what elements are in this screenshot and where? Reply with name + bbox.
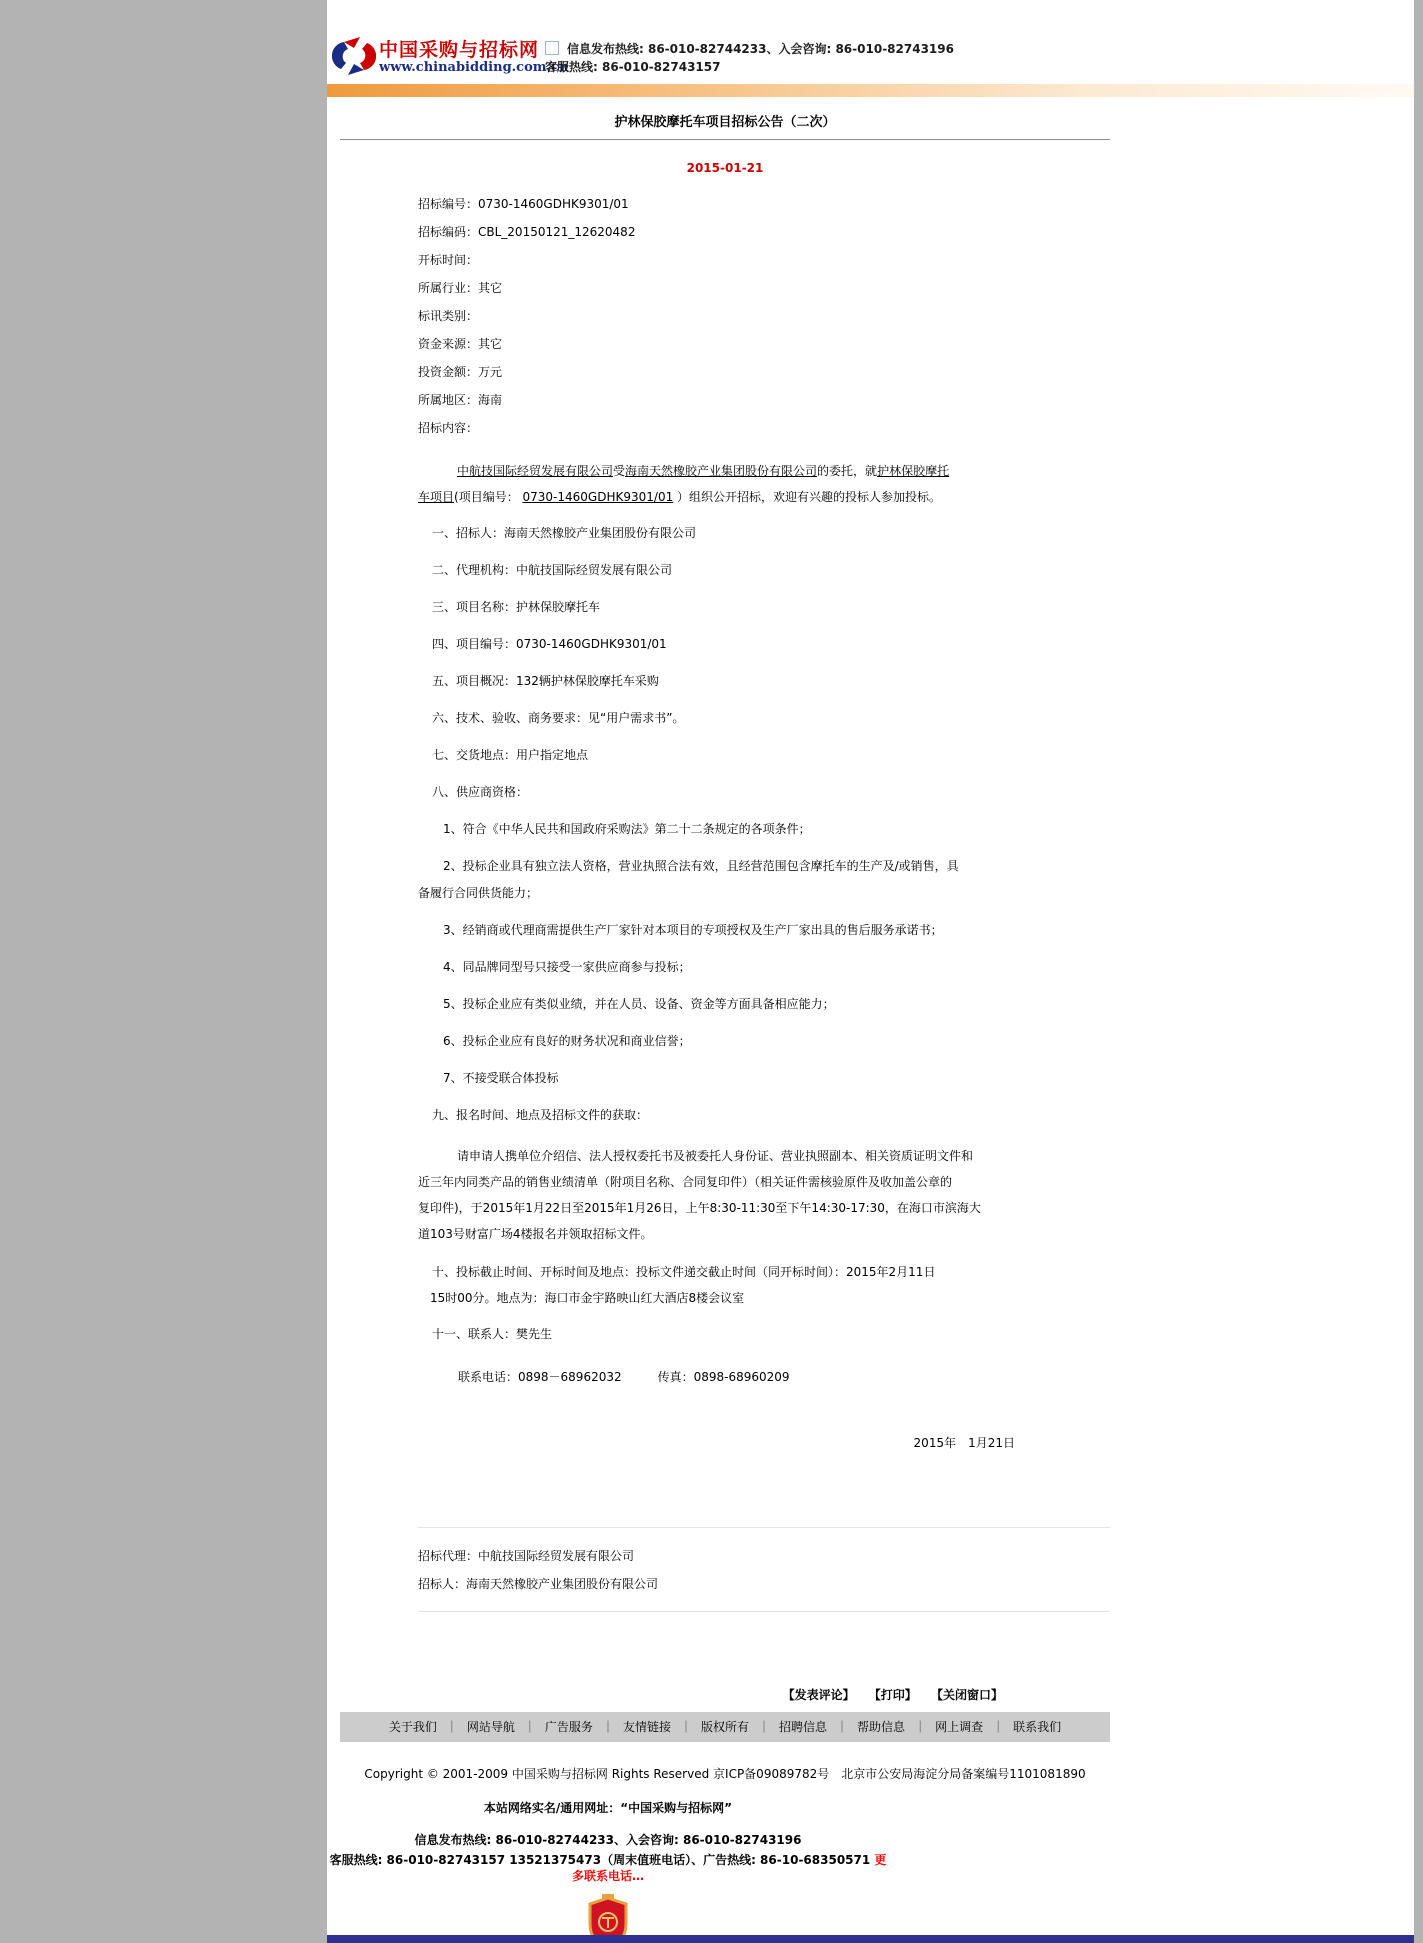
registration-paragraph-line: 复印件)，于2015年1月22日至2015年1月26日，上午8:30-11:30至下午14:30-17:30，在海口市滨海大 [418, 1201, 981, 1215]
header-info-line2: 客服热线: 86-010-82743157 [545, 60, 721, 74]
footer-divider-bottom [418, 1611, 1110, 1612]
qualification-item-1: 1、符合《中华人民共和国政府采购法》第二十二条规定的各项条件； [443, 822, 811, 836]
link-project-name[interactable]: 护林保胶摩托 [877, 464, 950, 478]
title-divider [340, 139, 1110, 140]
qualification-item-6: 6、投标企业应有良好的财务状况和商业信誉； [443, 1034, 691, 1048]
registration-paragraph-line: 道103号财富广场4楼报名并领取招标文件。 [418, 1227, 653, 1241]
footer-contact-block [327, 1800, 889, 1943]
link-agent-company[interactable]: 中航技国际经贸发展有限公司 [457, 464, 614, 478]
field-tender-code: 招标编码：CBL_20150121_12620482 [418, 225, 636, 239]
nav-copyright[interactable]: 版权所有 [700, 1720, 749, 1734]
page-actions [340, 1686, 1110, 1704]
registration-paragraph-line: 请申请人携单位介绍信、法人授权委托书及被委托人身份证、营业执照副本、相关资质证明文件和 [457, 1149, 974, 1163]
nav-separator: ｜ [679, 1720, 692, 1734]
intro-text: (项目编号： [454, 490, 523, 504]
agent-line: 招标代理：中航技国际经贸发展有限公司 [418, 1549, 635, 1563]
link-tenderer-company[interactable]: 海南天然橡胶产业集团股份有限公司 [625, 464, 818, 478]
footer-info-line2 [327, 1852, 889, 1884]
item-deadline-line1: 十、投标截止时间、开标时间及地点：投标文件递交截止时间（同开标时间）：2015年2月11日 [432, 1265, 936, 1279]
link-project-name-cont[interactable]: 车项目 [418, 490, 455, 504]
qualification-item-7: 7、不接受联合体投标 [443, 1071, 559, 1085]
field-tender-number: 招标编号：0730-1460GDHK9301/01 [418, 197, 629, 211]
field-tender-content-label: 招标内容： [418, 421, 479, 435]
item-deadline-line2: 15时00分。地点为：海口市金宇路映山红大酒店8楼会议室 [430, 1291, 745, 1305]
comment-button[interactable]: 【发表评论】 [782, 1688, 855, 1702]
copyright-line: Copyright © 2001-2009 中国采购与招标网 Rights Reserved 京ICP备09089782号 北京市公安局海淀分局备案编号1101081890 [364, 1767, 1086, 1781]
item-registration: 九、报名时间、地点及招标文件的获取： [432, 1108, 649, 1122]
realname-line: 本站网络实名/通用网址：“中国采购与招标网” [483, 1801, 733, 1815]
nav-separator: ｜ [914, 1720, 927, 1734]
site-name: 中国采购与招标网 [379, 39, 540, 61]
registration-paragraph-line: 近三年内同类产品的销售业绩清单（附项目名称、合同复印件）（相关证件需核验原件及收加盖公章的 [418, 1175, 953, 1189]
site-logo[interactable] [332, 36, 568, 79]
item-agency: 二、代理机构：中航技国际经贸发展有限公司 [432, 563, 673, 577]
field-industry: 所属行业：其它 [418, 281, 503, 295]
nav-jobs[interactable]: 招聘信息 [779, 1720, 828, 1734]
intro-line-1 [418, 458, 1414, 484]
image-placeholder-icon [545, 41, 559, 55]
qualification-item-5: 5、投标企业应有类似业绩，并在人员、设备、资金等方面具备相应能力； [443, 997, 835, 1011]
header-info-line1: 信息发布热线: 86-010-82744233、入会咨询: 86-010-82743196 [567, 42, 954, 56]
print-button[interactable]: 【打印】 [868, 1688, 917, 1702]
qualification-item-3: 3、经销商或代理商需提供生产厂家针对本项目的专项授权及生产厂家出具的售后服务承诺书； [443, 923, 943, 937]
item-project-name: 三、项目名称：护林保胶摩托车 [432, 600, 601, 614]
item-contact-person: 十一、联系人：樊先生 [432, 1327, 553, 1341]
nav-separator: ｜ [992, 1720, 1005, 1734]
meta-fields [327, 190, 1414, 442]
footer-navbar [340, 1712, 1110, 1742]
sign-date: 2015年 1月21日 [913, 1436, 1015, 1450]
intro-text: 受 [613, 464, 626, 478]
qualification-item-2-cont: 备履行合同供货能力； [418, 886, 539, 900]
item-project-overview: 五、项目概况：132辆护林保胶摩托车采购 [432, 674, 659, 688]
nav-about[interactable]: 关于我们 [388, 1720, 437, 1734]
tenderer-line: 招标人：海南天然橡胶产业集团股份有限公司 [418, 1577, 659, 1591]
site-header [327, 0, 1414, 84]
link-project-number[interactable]: 0730-1460GDHK9301/01 [522, 490, 674, 504]
header-divider-bar [327, 84, 1414, 97]
field-bid-opening-time: 开标时间： [418, 253, 479, 267]
footer-divider-top [418, 1527, 1110, 1528]
sign-date-row [340, 1430, 1110, 1456]
more-contacts-link[interactable]: 更多联系电话… [571, 1853, 887, 1883]
nav-separator: ｜ [836, 1720, 849, 1734]
header-hotline-row1 [545, 40, 954, 58]
intro-text: 的委托，就 [817, 464, 878, 478]
nav-links[interactable]: 友情链接 [622, 1720, 671, 1734]
publish-date: 2015-01-21 [686, 161, 764, 175]
header-hotlines [545, 40, 954, 76]
nav-help[interactable]: 帮助信息 [857, 1720, 906, 1734]
page-title: 护林保胶摩托车项目招标公告（二次） [614, 115, 836, 130]
field-info-category: 标讯类别： [418, 309, 479, 323]
intro-line-2 [418, 484, 1414, 510]
close-window-button[interactable]: 【关闭窗口】 [930, 1688, 1003, 1702]
nav-survey[interactable]: 网上调查 [935, 1720, 984, 1734]
logo-text [379, 40, 568, 75]
item-delivery-place: 七、交货地点：用户指定地点 [432, 748, 589, 762]
chinabidding-logo-icon [332, 36, 376, 79]
nav-contact[interactable]: 联系我们 [1013, 1720, 1062, 1734]
item-requirements: 六、技术、验收、商务要求：见“用户需求书”。 [432, 711, 685, 725]
field-region: 所属地区：海南 [418, 393, 503, 407]
bottom-bar [327, 1935, 1414, 1943]
contact-phone-line: 联系电话：0898－68962032 传真：0898-68960209 [458, 1370, 790, 1384]
nav-sitemap[interactable]: 网站导航 [466, 1720, 515, 1734]
webpage-container [327, 0, 1414, 1943]
item-supplier-qualification: 八、供应商资格： [432, 785, 529, 799]
intro-paragraph [418, 458, 1414, 510]
nav-separator: ｜ [758, 1720, 771, 1734]
qualification-item-2: 2、投标企业具有独立法人资格，营业执照合法有效，且经营范围包含摩托车的生产及/或销售，具 [443, 859, 959, 873]
footer-info-line1: 信息发布热线: 86-010-82744233、入会咨询: 86-010-82743196 [414, 1833, 802, 1847]
item-tenderer: 一、招标人：海南天然橡胶产业集团股份有限公司 [432, 526, 697, 540]
nav-separator: ｜ [601, 1720, 614, 1734]
footer-hotlines-text: 客服热线: 86-010-82743157 13521375473（周末值班电话）、广告热线: 86-10-68350571 [329, 1853, 875, 1867]
nav-ads[interactable]: 广告服务 [544, 1720, 593, 1734]
site-url: www.chinabidding.com.cn [379, 60, 569, 75]
field-fund-source: 资金来源：其它 [418, 337, 503, 351]
intro-text: ）组织公开招标，欢迎有兴趣的投标人参加投标。 [673, 490, 942, 504]
item-project-number: 四、项目编号：0730-1460GDHK9301/01 [432, 637, 667, 651]
qualification-item-4: 4、同品牌同型号只接受一家供应商参与投标； [443, 960, 691, 974]
nav-separator: ｜ [523, 1720, 536, 1734]
announcement-document [327, 113, 1414, 1943]
registration-paragraph [327, 1143, 1414, 1247]
nav-separator: ｜ [445, 1720, 458, 1734]
field-investment-amount: 投资金额：万元 [418, 365, 503, 379]
